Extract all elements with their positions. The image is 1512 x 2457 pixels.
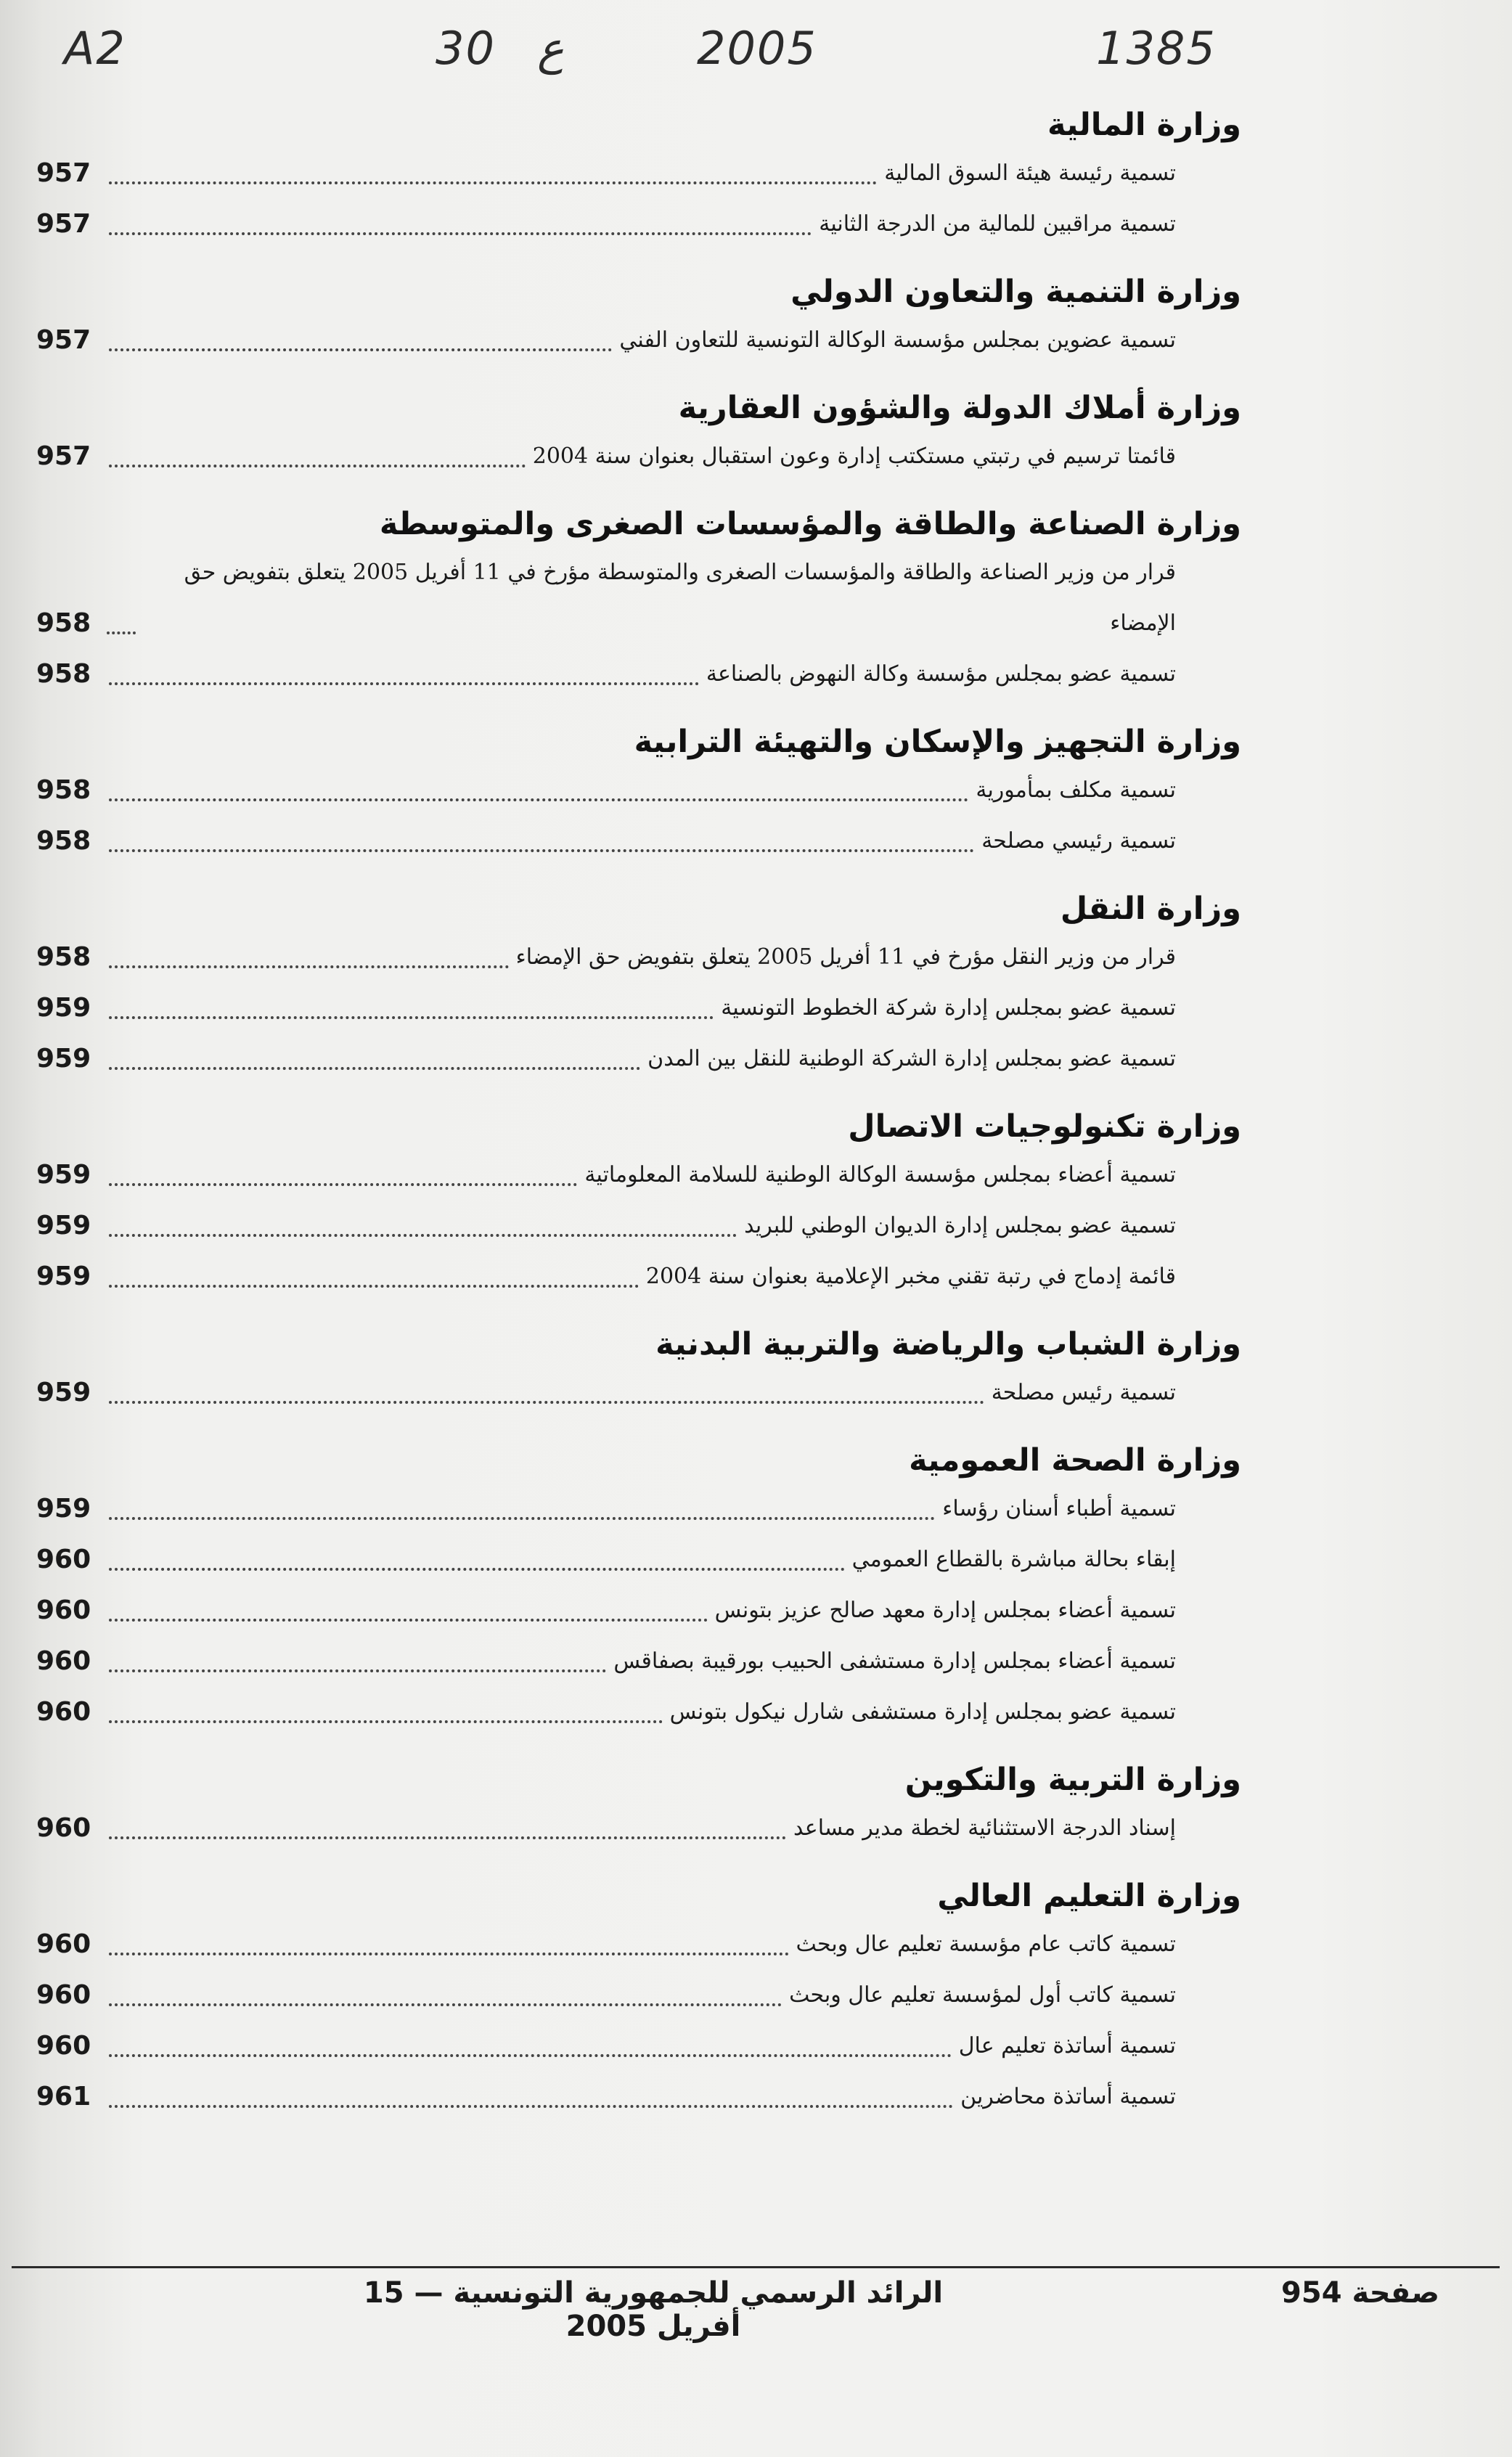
handwritten-mark-1: A2 [64,22,126,75]
toc-entry-text: تسمية أعضاء بمجلس إدارة مستشفى الحبيب بورقيبة بصفاقس [613,1648,1176,1674]
dot-leader [109,2003,782,2006]
dot-leader [109,1183,577,1186]
toc-entry [36,816,1241,867]
dot-leader [109,348,612,351]
toc-entry-text: تسمية رئيس مصلحة [991,1380,1176,1405]
ministry-heading: وزارة التنمية والتعاون الدولي [790,274,1241,310]
toc-entry-page: 959 [36,993,91,1023]
dot-leader [109,965,509,968]
ministry-heading: وزارة الشباب والرياضة والتربية البدنية [655,1326,1241,1362]
toc-entry-text: قائمتا ترسيم في رتبتي مستكتب إدارة وعون استقبال بعنوان سنة 2004 [532,443,1176,469]
toc-entry-page: 960 [36,1980,91,2010]
toc-entry-text: إبقاء بحالة مباشرة بالقطاع العمومي [851,1547,1176,1572]
toc-entry [36,1251,1241,1302]
toc-entry-page: 959 [36,1211,91,1240]
toc-entry-text: تسمية أعضاء بمجلس مؤسسة الوكالة الوطنية للسلامة المعلوماتية [584,1162,1176,1187]
ministry-heading: وزارة النقل [1060,891,1241,927]
dot-leader [109,1016,714,1019]
journal-title: الرائد الرسمي للجمهورية التونسية — 15 أفريل 2005 [363,2276,944,2343]
toc-section [36,1321,1241,1418]
handwritten-mark-3: ع [537,22,564,75]
dot-leader [109,682,699,685]
dot-leader [109,1234,737,1237]
toc-entry-page: 958 [36,775,91,805]
toc-entry-text: تسمية رئيسي مصلحة [981,828,1176,854]
dot-leader [109,465,526,467]
toc-section [36,102,1241,250]
toc-entry-page: 960 [36,1929,91,1959]
toc-entry-page: 959 [36,1378,91,1407]
toc-section [36,501,1241,700]
ministry-heading: وزارة المالية [1047,107,1241,143]
toc-entry-text: تسمية عضو بمجلس إدارة الشركة الوطنية للنقل بين المدن [647,1046,1176,1071]
toc-entry-text: تسمية أساتذة محاضرين [960,2084,1176,2109]
toc-entry [36,1687,1241,1738]
toc-entry [36,1201,1241,1251]
toc-entry [36,1636,1241,1687]
toc-entry [36,1484,1241,1534]
page-number: صفحة 954 [1281,2276,1439,2310]
toc-entry-text: إسناد الدرجة الاستثنائية لخطة مدير مساعد [793,1815,1176,1841]
dot-leader [109,232,812,235]
toc-entry-text: تسمية كاتب عام مؤسسة تعليم عال وبحث [796,1931,1176,1957]
toc-section [36,1103,1241,1302]
dot-leader [109,1285,639,1288]
toc-entry [36,431,1241,482]
handwritten-mark-5: 1385 [1096,22,1217,75]
ministry-heading: وزارة تكنولوجيات الاتصال [848,1108,1241,1145]
toc-entry-text: تسمية عضو بمجلس إدارة الديوان الوطني للبريد [744,1213,1176,1238]
toc-entry [36,2072,1241,2122]
toc-entry-page: 961 [36,2082,91,2111]
toc-entry [36,1919,1241,1970]
toc-entry-text: تسمية عضو بمجلس إدارة مستشفى شارل نيكول بتونس [669,1699,1176,1725]
dot-leader [109,1568,845,1571]
toc-entry-text: تسمية عضوين بمجلس مؤسسة الوكالة التونسية للتعاون الفني [619,327,1176,353]
toc-entry-page: 957 [36,158,91,188]
toc-entry-page: 957 [36,325,91,355]
dot-leader [109,1067,640,1070]
ministry-heading: وزارة الصحة العمومية [909,1442,1241,1479]
ministry-heading: وزارة التعليم العالي [937,1878,1241,1914]
ministry-heading: وزارة التربية والتكوين [904,1762,1241,1798]
dot-leader [109,1619,708,1622]
toc-entry-text: تسمية أطباء أسنان رؤساء [942,1496,1176,1521]
toc-section [36,1437,1241,1738]
ministry-heading: وزارة أملاك الدولة والشؤون العقارية [678,390,1241,426]
toc-entry-page: 960 [36,2031,91,2061]
toc-entry [36,1970,1241,2021]
toc-entry [36,765,1241,816]
toc-entry [36,1585,1241,1636]
toc-section [36,886,1241,1084]
dot-leader [109,181,877,184]
toc-entry-page: 958 [36,942,91,972]
toc-entry [36,315,1241,366]
toc-entry-text: تسمية كاتب أول لمؤسسة تعليم عال وبحث [789,1982,1176,2008]
dot-leader [109,2105,953,2108]
toc-entry-page: 959 [36,1044,91,1074]
table-of-contents [36,102,1241,2141]
toc-entry [36,1368,1241,1418]
toc-section [36,269,1241,366]
toc-entry-text: تسمية رئيسة هيئة السوق المالية [884,160,1176,186]
toc-entry [36,1803,1241,1854]
toc-entry-page: 957 [36,441,91,471]
toc-entry-text: تسمية أساتذة تعليم عال [958,2033,1176,2059]
toc-section [36,1757,1241,1854]
dot-leader [109,849,974,852]
toc-entry [36,2021,1241,2072]
toc-entry-text: تسمية عضو بمجلس إدارة شركة الخطوط التونسية [721,995,1176,1021]
toc-entry-page: 959 [36,1160,91,1190]
toc-entry [36,148,1241,199]
toc-section [36,385,1241,482]
toc-entry-page: 958 [36,608,91,638]
dot-leader [109,1669,606,1672]
toc-entry-page: 958 [36,659,91,689]
toc-entry-page: 960 [36,1697,91,1727]
toc-entry-text: تسمية مكلف بمأمورية [976,777,1176,803]
toc-entry-page: 960 [36,1813,91,1843]
toc-entry [36,1034,1241,1084]
footer-divider [12,2266,1500,2268]
toc-entry [36,1150,1241,1201]
dot-leader [109,1401,984,1404]
toc-entry-page: 958 [36,826,91,856]
toc-entry-page: 960 [36,1595,91,1625]
toc-entry-text: تسمية مراقبين للمالية من الدرجة الثانية [819,211,1176,237]
toc-entry-page: 960 [36,1545,91,1574]
toc-section [36,1873,1241,2122]
dot-leader [109,1836,786,1839]
toc-entry-text: قرار من وزير النقل مؤرخ في 11 أفريل 2005 يتعلق بتفويض حق الإمضاء [515,944,1176,970]
toc-entry-text: قائمة إدماج في رتبة تقني مخبر الإعلامية بعنوان سنة 2004 [645,1264,1176,1289]
ministry-heading: وزارة الصناعة والطاقة والمؤسسات الصغرى والمتوسطة [379,506,1241,542]
toc-entry [36,199,1241,250]
page-footer [0,2276,1512,2343]
ministry-heading: وزارة التجهيز والإسكان والتهيئة الترابية [634,724,1241,760]
toc-entry [36,1534,1241,1585]
toc-entry-text: قرار من وزير الصناعة والطاقة والمؤسسات الصغرى والمتوسطة مؤرخ في 11 أفريل 2005 يتعلق بتفويض حق الإمضاء [184,560,1176,636]
dot-leader [109,1953,789,1955]
toc-entry-page: 959 [36,1262,91,1291]
toc-entry-page: 959 [36,1494,91,1524]
toc-entry-page: 957 [36,209,91,239]
handwritten-mark-2: 30 [436,22,496,75]
toc-entry-page: 960 [36,1646,91,1676]
dot-leader [109,2054,952,2057]
dot-leader [107,631,136,634]
dot-leader [109,1517,935,1520]
toc-section [36,719,1241,867]
dot-leader [109,798,968,801]
toc-entry-text: تسمية أعضاء بمجلس إدارة معهد صالح عزيز بتونس [714,1598,1176,1623]
toc-entry [36,649,1241,700]
toc-entry [36,547,1241,649]
toc-entry [36,983,1241,1034]
handwritten-mark-4: 2005 [697,22,817,75]
toc-entry [36,932,1241,983]
toc-entry-text: تسمية عضو بمجلس مؤسسة وكالة النهوض بالصناعة [706,661,1176,687]
dot-leader [109,1720,663,1723]
